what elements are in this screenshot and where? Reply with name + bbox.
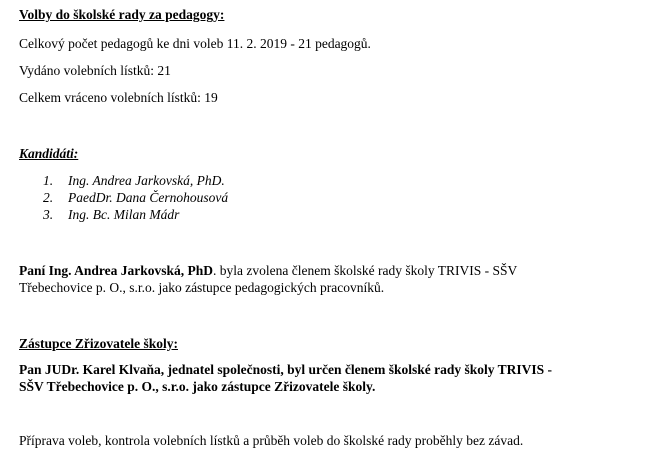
candidate-item — [43, 189, 228, 207]
founder-line-1: Pan JUDr. Karel Klvaňa, jednatel společnosti, byl určen členem školské rady školy TRIVIS - — [19, 362, 553, 377]
elected-teacher-line-1 — [19, 262, 517, 280]
candidate-item — [43, 172, 225, 190]
total-teachers-line: Celkový počet pedagogů ke dni voleb 11. 2. 2019 - 21 pedagogů. — [19, 36, 371, 51]
founder-line-2: SŠV Třebechovice p. O., s.r.o. jako zástupce Zřizovatele školy. — [19, 379, 376, 394]
candidates-heading: Kandidáti: — [19, 146, 79, 161]
candidate-name: Ing. Andrea Jarkovská, PhD. — [68, 173, 225, 188]
section-heading-pedagogy: Volby do školské rady za pedagogy: — [19, 7, 225, 22]
elected-teacher-line-2: Třebechovice p. O., s.r.o. jako zástupce pedagogických pracovníků. — [19, 280, 385, 295]
founder-heading: Zástupce Zřizovatele školy: — [19, 336, 178, 351]
candidate-item — [43, 206, 179, 224]
elected-teacher-name: Paní Ing. Andrea Jarkovská, PhD — [19, 263, 214, 278]
elected-teacher-text: . byla zvolena členem školské rady školy TRIVIS - SŠV — [213, 263, 518, 278]
issued-ballots-line: Vydáno volebních lístků: 21 — [19, 63, 171, 78]
closing-statement: Příprava voleb, kontrola volebních lístků a průběh voleb do školské rady proběhly bez závad. — [19, 433, 524, 448]
candidate-name: Ing. Bc. Milan Mádr — [68, 207, 180, 222]
candidate-number: 1. — [43, 173, 54, 188]
candidate-name: PaedDr. Dana Černohousová — [68, 190, 229, 205]
candidate-number: 3. — [43, 207, 54, 222]
returned-ballots-line: Celkem vráceno volebních lístků: 19 — [19, 90, 218, 105]
candidate-number: 2. — [43, 190, 54, 205]
